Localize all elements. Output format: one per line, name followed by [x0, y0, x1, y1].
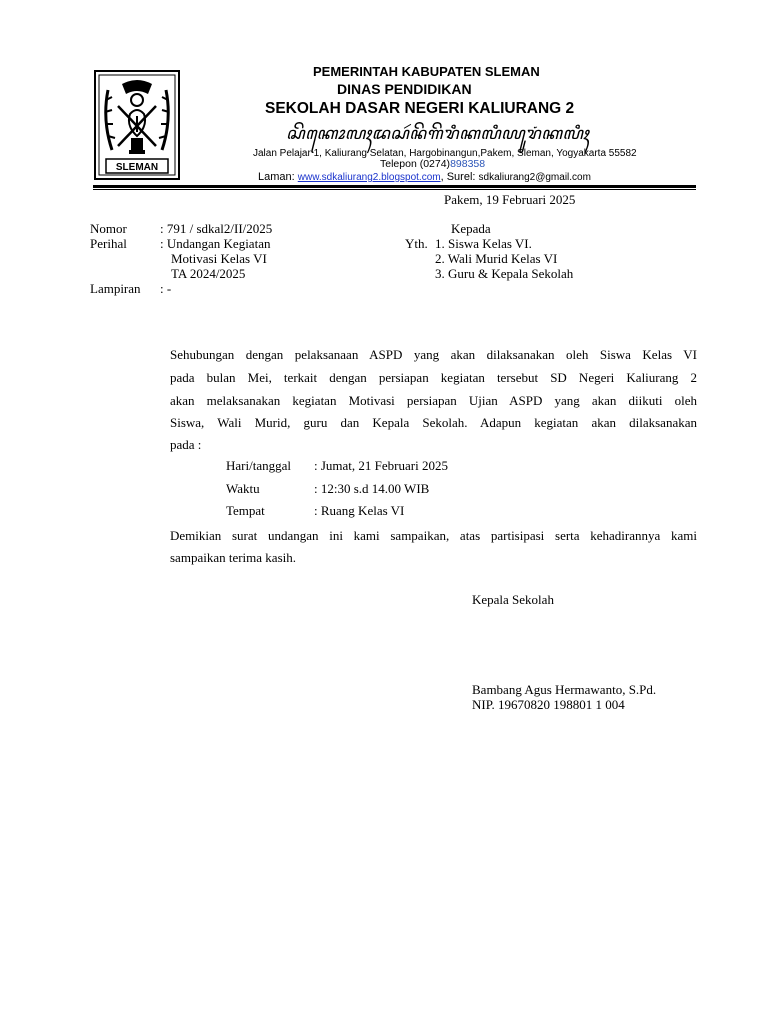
perihal-value-3: TA 2024/2025: [171, 266, 246, 281]
header-divider: [93, 185, 696, 188]
lampiran-value: : -: [160, 281, 172, 296]
signature-title: Kepala Sekolah: [472, 592, 554, 607]
detail-value-day: : Jumat, 21 Februari 2025: [314, 458, 448, 473]
detail-value-place: : Ruang Kelas VI: [314, 503, 405, 518]
signature-name: Bambang Agus Hermawanto, S.Pd.: [472, 682, 657, 697]
body-line-4: Siswa, Wali Murid, guru dan Kepala Sekolah. Adapun kegiatan akan dilaksanakan: [170, 415, 697, 430]
email-label: , Surel:: [440, 171, 479, 183]
recipient-1: 1. Siswa Kelas VI.: [435, 236, 532, 251]
school-web: [258, 171, 591, 183]
nomor-value: : 791 / sdkal2/II/2025: [160, 221, 273, 236]
javanese-script: ꦱꦼꦏꦺꦴꦭꦃꦢꦱꦂꦤꦼꦒꦼꦫꦶꦏꦭꦶꦪꦸꦫꦁꦏꦭꦶꦃ: [286, 124, 590, 144]
body-line-5: pada :: [170, 437, 202, 452]
signature-nip: NIP. 19670820 198801 1 004: [472, 697, 625, 712]
kop-line1: PEMERINTAH KABUPATEN SLEMAN: [313, 64, 540, 79]
web-link[interactable]: www.sdkaliurang2.blogspot.com: [297, 172, 441, 183]
school-address: Jalan Pelajar 1, Kaliurang Selatan, Hargobinangun,Pakem, Sleman, Yogyakarta 55582: [253, 148, 637, 159]
body-line-3: akan melaksanakan kegiatan Motivasi persiapan Ujian ASPD yang akan diikuti oleh: [170, 393, 697, 408]
web-label: Laman:: [258, 171, 298, 183]
school-name: SEKOLAH DASAR NEGERI KALIURANG 2: [265, 100, 575, 117]
nomor-label: Nomor: [90, 221, 127, 236]
phone-number: 898358: [450, 158, 486, 170]
detail-value-time: : 12:30 s.d 14.00 WIB: [314, 481, 430, 496]
perihal-value-1: : Undangan Kegiatan: [160, 236, 271, 251]
logo-text: SLEMAN: [115, 162, 159, 173]
detail-label-time: Waktu: [226, 481, 260, 496]
school-phone: [380, 158, 485, 170]
detail-label-place: Tempat: [226, 503, 265, 518]
kop-line2: DINAS PENDIDIKAN: [337, 81, 472, 97]
perihal-label: Perihal: [90, 236, 127, 251]
body-line-2: pada bulan Mei, terkait dengan persiapan kegiatan tersebut SD Negeri Kaliurang 2: [170, 370, 697, 385]
perihal-value-2: Motivasi Kelas VI: [171, 251, 267, 266]
email-address: sdkaliurang2@gmail.com: [478, 172, 591, 183]
sleman-logo: [94, 70, 180, 180]
closing-line-2: sampaikan terima kasih.: [170, 550, 296, 565]
recipient-2: 2. Wali Murid Kelas VI: [435, 251, 558, 266]
closing-line-1: Demikian surat undangan ini kami sampaikan, atas partisipasi serta kehadirannya kami: [170, 528, 697, 543]
header-divider-thin: [93, 189, 696, 190]
lampiran-label: Lampiran: [90, 281, 141, 296]
yth-prefix: Yth.: [405, 236, 428, 251]
body-line-1: Sehubungan dengan pelaksanaan ASPD yang akan dilaksanakan oleh Siswa Kelas VI: [170, 347, 697, 362]
phone-label: Telepon (0274): [380, 158, 451, 170]
detail-label-day: Hari/tanggal: [226, 458, 291, 473]
recipient-3: 3. Guru & Kepala Sekolah: [435, 266, 574, 281]
place-date: Pakem, 19 Februari 2025: [444, 192, 576, 207]
kepada-label: Kepada: [451, 221, 491, 236]
